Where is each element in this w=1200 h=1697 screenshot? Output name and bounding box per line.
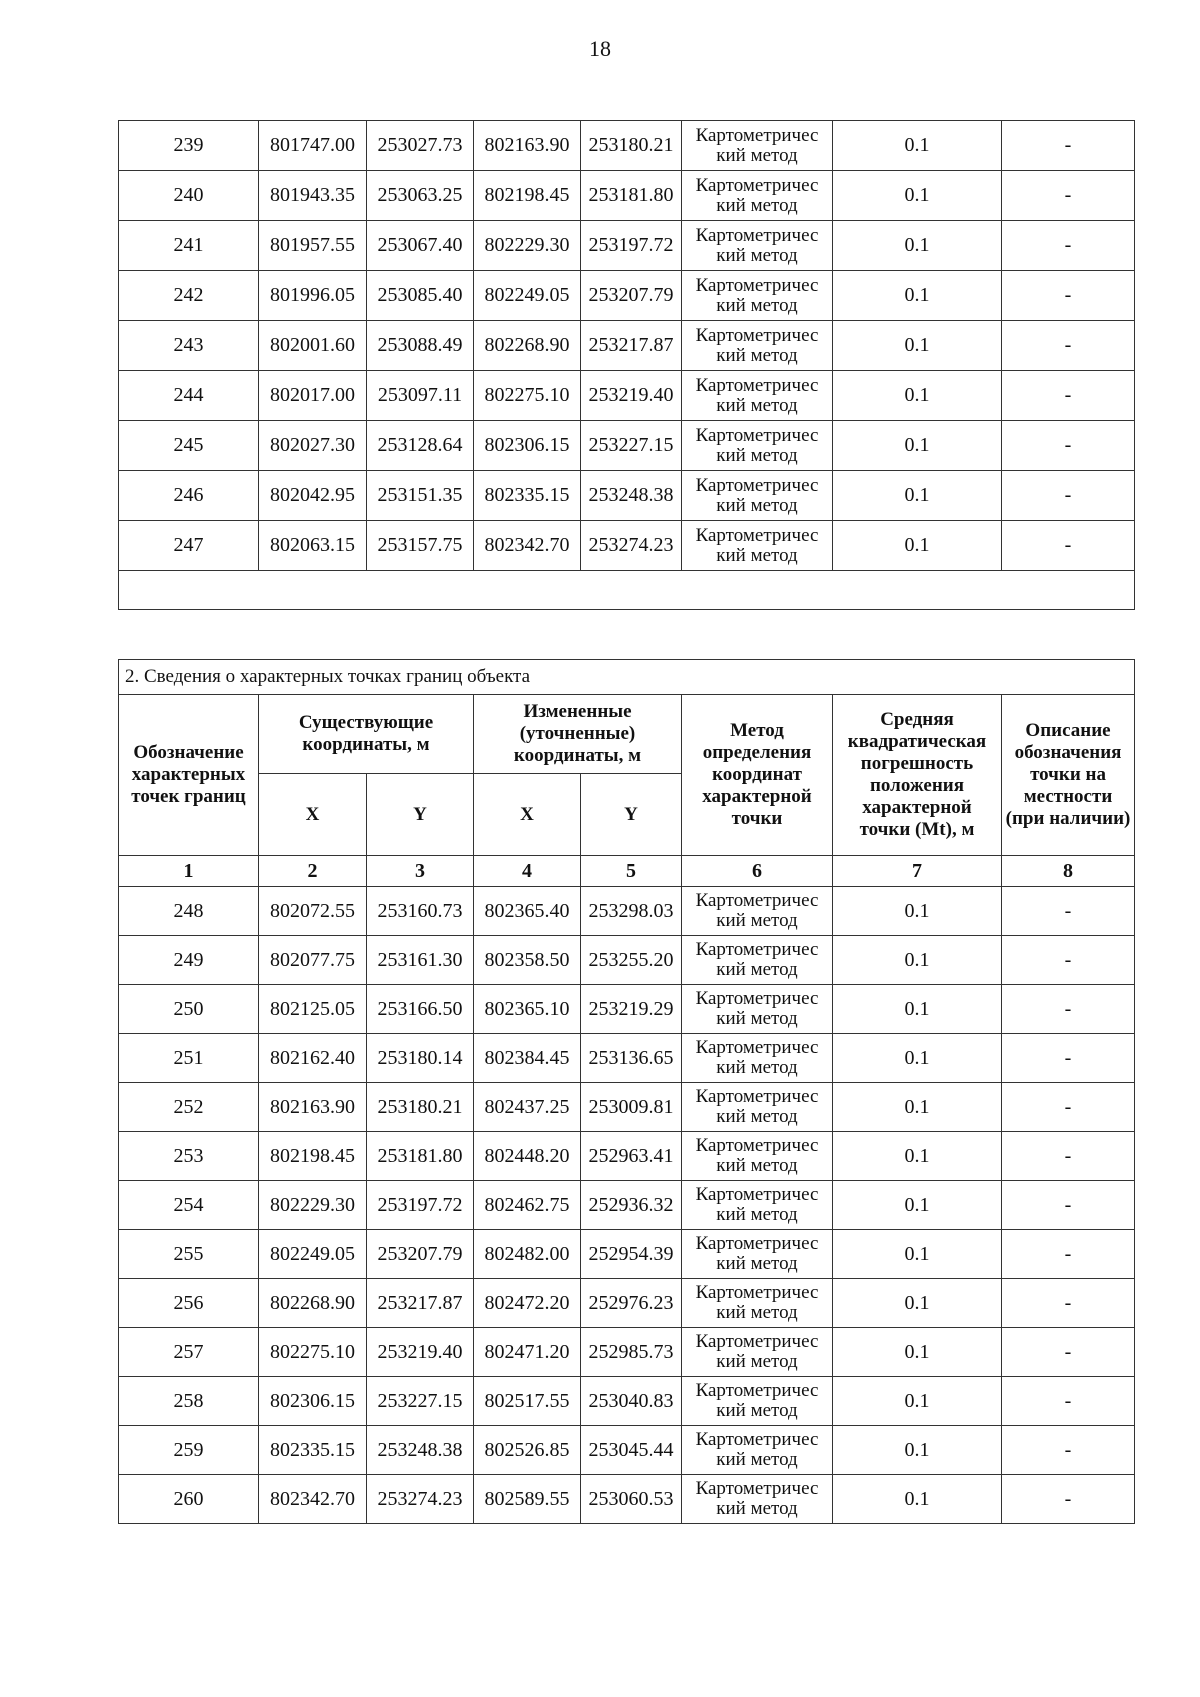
existing-y-cell: 253181.80 [367, 1132, 474, 1181]
description-cell: - [1002, 321, 1135, 371]
table-row [119, 271, 1135, 321]
description-cell: - [1002, 936, 1135, 985]
error-cell: 0.1 [833, 221, 1002, 271]
column-number: 5 [581, 856, 682, 887]
existing-x-cell: 802042.95 [259, 471, 367, 521]
error-cell: 0.1 [833, 1083, 1002, 1132]
changed-y-cell: 253298.03 [581, 887, 682, 936]
method-cell: Картометричес кий метод [682, 1279, 833, 1328]
description-cell: - [1002, 1132, 1135, 1181]
existing-x-cell: 802163.90 [259, 1083, 367, 1132]
point-number-cell: 252 [119, 1083, 259, 1132]
column-number: 1 [119, 856, 259, 887]
existing-y-cell: 253180.14 [367, 1034, 474, 1083]
point-number-cell: 245 [119, 421, 259, 471]
error-cell: 0.1 [833, 121, 1002, 171]
table1-body [119, 121, 1135, 571]
blank-row [119, 571, 1135, 610]
existing-x-cell: 801957.55 [259, 221, 367, 271]
changed-x-cell: 802384.45 [474, 1034, 581, 1083]
description-cell: - [1002, 271, 1135, 321]
table-row [119, 171, 1135, 221]
table-row [119, 985, 1135, 1034]
changed-y-cell: 252963.41 [581, 1132, 682, 1181]
changed-y-cell: 252985.73 [581, 1328, 682, 1377]
existing-y-cell: 253180.21 [367, 1083, 474, 1132]
existing-y-cell: 253219.40 [367, 1328, 474, 1377]
description-cell: - [1002, 1328, 1135, 1377]
table-row [119, 887, 1135, 936]
changed-y-cell: 253045.44 [581, 1426, 682, 1475]
method-cell: Картометричес кий метод [682, 985, 833, 1034]
coordinates-table-continued [118, 120, 1135, 610]
point-number-cell: 256 [119, 1279, 259, 1328]
header-description: Описание обозначения точки на местности (при наличии) [1002, 695, 1135, 856]
description-cell: - [1002, 1083, 1135, 1132]
table-row [119, 1181, 1135, 1230]
changed-x-cell: 802365.40 [474, 887, 581, 936]
point-number-cell: 255 [119, 1230, 259, 1279]
method-cell: Картометричес кий метод [682, 321, 833, 371]
existing-x-cell: 802162.40 [259, 1034, 367, 1083]
changed-x-cell: 802482.00 [474, 1230, 581, 1279]
existing-x-cell: 802306.15 [259, 1377, 367, 1426]
existing-y-cell: 253248.38 [367, 1426, 474, 1475]
existing-x-cell: 802198.45 [259, 1132, 367, 1181]
existing-y-cell: 253160.73 [367, 887, 474, 936]
description-cell: - [1002, 1426, 1135, 1475]
method-cell: Картометричес кий метод [682, 1426, 833, 1475]
header-method: Метод определения координат характерной точки [682, 695, 833, 856]
section-title: 2. Сведения о характерных точках границ объекта [119, 660, 1135, 695]
header-changed-y: Y [581, 774, 682, 856]
changed-x-cell: 802358.50 [474, 936, 581, 985]
error-cell: 0.1 [833, 371, 1002, 421]
error-cell: 0.1 [833, 1475, 1002, 1524]
error-cell: 0.1 [833, 1181, 1002, 1230]
existing-y-cell: 253097.11 [367, 371, 474, 421]
point-number-cell: 243 [119, 321, 259, 371]
description-cell: - [1002, 521, 1135, 571]
error-cell: 0.1 [833, 521, 1002, 571]
description-cell: - [1002, 1230, 1135, 1279]
existing-y-cell: 253161.30 [367, 936, 474, 985]
boundary-points-table [118, 659, 1135, 1524]
changed-x-cell: 802229.30 [474, 221, 581, 271]
existing-x-cell: 802063.15 [259, 521, 367, 571]
changed-y-cell: 253009.81 [581, 1083, 682, 1132]
description-cell: - [1002, 1377, 1135, 1426]
method-cell: Картометричес кий метод [682, 221, 833, 271]
existing-y-cell: 253217.87 [367, 1279, 474, 1328]
existing-y-cell: 253274.23 [367, 1475, 474, 1524]
column-number: 7 [833, 856, 1002, 887]
table-row [119, 321, 1135, 371]
header-existing-coords: Существующие координаты, м [259, 695, 474, 774]
changed-y-cell: 253197.72 [581, 221, 682, 271]
changed-y-cell: 253207.79 [581, 271, 682, 321]
method-cell: Картометричес кий метод [682, 271, 833, 321]
point-number-cell: 260 [119, 1475, 259, 1524]
changed-y-cell: 253227.15 [581, 421, 682, 471]
error-cell: 0.1 [833, 1377, 1002, 1426]
point-number-cell: 241 [119, 221, 259, 271]
changed-x-cell: 802198.45 [474, 171, 581, 221]
error-cell: 0.1 [833, 321, 1002, 371]
column-number: 4 [474, 856, 581, 887]
header-existing-y: Y [367, 774, 474, 856]
page-number: 18 [589, 36, 611, 61]
table-row [119, 1426, 1135, 1475]
table2-body [119, 887, 1135, 1524]
point-number-cell: 258 [119, 1377, 259, 1426]
method-cell: Картометричес кий метод [682, 1132, 833, 1181]
method-cell: Картометричес кий метод [682, 1328, 833, 1377]
method-cell: Картометричес кий метод [682, 521, 833, 571]
method-cell: Картометричес кий метод [682, 1083, 833, 1132]
error-cell: 0.1 [833, 171, 1002, 221]
column-number: 3 [367, 856, 474, 887]
existing-y-cell: 253227.15 [367, 1377, 474, 1426]
description-cell: - [1002, 985, 1135, 1034]
header-error: Средняя квадратическая погрешность положения характерной точки (Mt), м [833, 695, 1002, 856]
error-cell: 0.1 [833, 1426, 1002, 1475]
changed-y-cell: 253219.29 [581, 985, 682, 1034]
existing-x-cell: 802335.15 [259, 1426, 367, 1475]
table-row [119, 371, 1135, 421]
point-number-cell: 242 [119, 271, 259, 321]
changed-y-cell: 253274.23 [581, 521, 682, 571]
error-cell: 0.1 [833, 271, 1002, 321]
method-cell: Картометричес кий метод [682, 1181, 833, 1230]
existing-x-cell: 802017.00 [259, 371, 367, 421]
existing-y-cell: 253151.35 [367, 471, 474, 521]
changed-y-cell: 253248.38 [581, 471, 682, 521]
point-number-cell: 248 [119, 887, 259, 936]
existing-y-cell: 253207.79 [367, 1230, 474, 1279]
column-number: 6 [682, 856, 833, 887]
changed-y-cell: 253040.83 [581, 1377, 682, 1426]
description-cell: - [1002, 221, 1135, 271]
error-cell: 0.1 [833, 887, 1002, 936]
point-number-cell: 253 [119, 1132, 259, 1181]
changed-x-cell: 802448.20 [474, 1132, 581, 1181]
method-cell: Картометричес кий метод [682, 171, 833, 221]
table-row [119, 521, 1135, 571]
changed-x-cell: 802462.75 [474, 1181, 581, 1230]
description-cell: - [1002, 1475, 1135, 1524]
changed-x-cell: 802163.90 [474, 121, 581, 171]
error-cell: 0.1 [833, 1230, 1002, 1279]
error-cell: 0.1 [833, 1328, 1002, 1377]
changed-y-cell: 253180.21 [581, 121, 682, 171]
table-row [119, 1377, 1135, 1426]
method-cell: Картометричес кий метод [682, 1034, 833, 1083]
existing-x-cell: 802249.05 [259, 1230, 367, 1279]
description-cell: - [1002, 371, 1135, 421]
method-cell: Картометричес кий метод [682, 121, 833, 171]
table-row [119, 1279, 1135, 1328]
existing-x-cell: 802072.55 [259, 887, 367, 936]
method-cell: Картометричес кий метод [682, 936, 833, 985]
description-cell: - [1002, 887, 1135, 936]
existing-y-cell: 253197.72 [367, 1181, 474, 1230]
point-number-cell: 246 [119, 471, 259, 521]
changed-y-cell: 253136.65 [581, 1034, 682, 1083]
point-number-cell: 257 [119, 1328, 259, 1377]
table-row [119, 1328, 1135, 1377]
method-cell: Картометричес кий метод [682, 887, 833, 936]
header-existing-x: X [259, 774, 367, 856]
existing-x-cell: 802342.70 [259, 1475, 367, 1524]
changed-x-cell: 802437.25 [474, 1083, 581, 1132]
existing-y-cell: 253067.40 [367, 221, 474, 271]
header-designation: Обозначение характерных точек границ [119, 695, 259, 856]
error-cell: 0.1 [833, 1034, 1002, 1083]
changed-x-cell: 802335.15 [474, 471, 581, 521]
existing-x-cell: 802027.30 [259, 421, 367, 471]
existing-x-cell: 802125.05 [259, 985, 367, 1034]
existing-y-cell: 253157.75 [367, 521, 474, 571]
description-cell: - [1002, 471, 1135, 521]
changed-y-cell: 253217.87 [581, 321, 682, 371]
changed-x-cell: 802517.55 [474, 1377, 581, 1426]
method-cell: Картометричес кий метод [682, 421, 833, 471]
existing-y-cell: 253166.50 [367, 985, 474, 1034]
error-cell: 0.1 [833, 985, 1002, 1034]
changed-x-cell: 802249.05 [474, 271, 581, 321]
error-cell: 0.1 [833, 471, 1002, 521]
description-cell: - [1002, 121, 1135, 171]
existing-x-cell: 802229.30 [259, 1181, 367, 1230]
section-title-row [119, 660, 1135, 695]
description-cell: - [1002, 171, 1135, 221]
existing-x-cell: 802275.10 [259, 1328, 367, 1377]
error-cell: 0.1 [833, 1279, 1002, 1328]
point-number-cell: 251 [119, 1034, 259, 1083]
point-number-cell: 244 [119, 371, 259, 421]
changed-y-cell: 253181.80 [581, 171, 682, 221]
existing-x-cell: 802001.60 [259, 321, 367, 371]
changed-x-cell: 802472.20 [474, 1279, 581, 1328]
changed-y-cell: 252954.39 [581, 1230, 682, 1279]
changed-y-cell: 253255.20 [581, 936, 682, 985]
table-row [119, 1083, 1135, 1132]
changed-x-cell: 802526.85 [474, 1426, 581, 1475]
description-cell: - [1002, 1279, 1135, 1328]
method-cell: Картометричес кий метод [682, 471, 833, 521]
changed-x-cell: 802342.70 [474, 521, 581, 571]
table-row [119, 121, 1135, 171]
error-cell: 0.1 [833, 936, 1002, 985]
changed-x-cell: 802471.20 [474, 1328, 581, 1377]
changed-y-cell: 252936.32 [581, 1181, 682, 1230]
table-row [119, 1034, 1135, 1083]
existing-y-cell: 253085.40 [367, 271, 474, 321]
table-row [119, 221, 1135, 271]
changed-y-cell: 252976.23 [581, 1279, 682, 1328]
error-cell: 0.1 [833, 421, 1002, 471]
changed-y-cell: 253060.53 [581, 1475, 682, 1524]
column-number: 2 [259, 856, 367, 887]
existing-x-cell: 802077.75 [259, 936, 367, 985]
table-row [119, 1132, 1135, 1181]
existing-y-cell: 253088.49 [367, 321, 474, 371]
description-cell: - [1002, 421, 1135, 471]
error-cell: 0.1 [833, 1132, 1002, 1181]
table-row [119, 471, 1135, 521]
header-changed-coords: Измененные (уточненные) координаты, м [474, 695, 682, 774]
changed-x-cell: 802365.10 [474, 985, 581, 1034]
description-cell: - [1002, 1181, 1135, 1230]
changed-y-cell: 253219.40 [581, 371, 682, 421]
point-number-cell: 247 [119, 521, 259, 571]
existing-x-cell: 801943.35 [259, 171, 367, 221]
point-number-cell: 239 [119, 121, 259, 171]
point-number-cell: 250 [119, 985, 259, 1034]
table-row [119, 936, 1135, 985]
column-numbers-row [119, 856, 1135, 887]
changed-x-cell: 802306.15 [474, 421, 581, 471]
point-number-cell: 254 [119, 1181, 259, 1230]
existing-x-cell: 801996.05 [259, 271, 367, 321]
changed-x-cell: 802268.90 [474, 321, 581, 371]
method-cell: Картометричес кий метод [682, 1475, 833, 1524]
point-number-cell: 240 [119, 171, 259, 221]
method-cell: Картометричес кий метод [682, 1230, 833, 1279]
existing-x-cell: 801747.00 [259, 121, 367, 171]
header-row-1 [119, 695, 1135, 774]
point-number-cell: 259 [119, 1426, 259, 1475]
table-row [119, 1475, 1135, 1524]
method-cell: Картометричес кий метод [682, 1377, 833, 1426]
point-number-cell: 249 [119, 936, 259, 985]
existing-y-cell: 253128.64 [367, 421, 474, 471]
existing-y-cell: 253063.25 [367, 171, 474, 221]
changed-x-cell: 802275.10 [474, 371, 581, 421]
header-changed-x: X [474, 774, 581, 856]
table-row [119, 421, 1135, 471]
column-number: 8 [1002, 856, 1135, 887]
changed-x-cell: 802589.55 [474, 1475, 581, 1524]
description-cell: - [1002, 1034, 1135, 1083]
existing-y-cell: 253027.73 [367, 121, 474, 171]
table-row [119, 1230, 1135, 1279]
existing-x-cell: 802268.90 [259, 1279, 367, 1328]
method-cell: Картометричес кий метод [682, 371, 833, 421]
